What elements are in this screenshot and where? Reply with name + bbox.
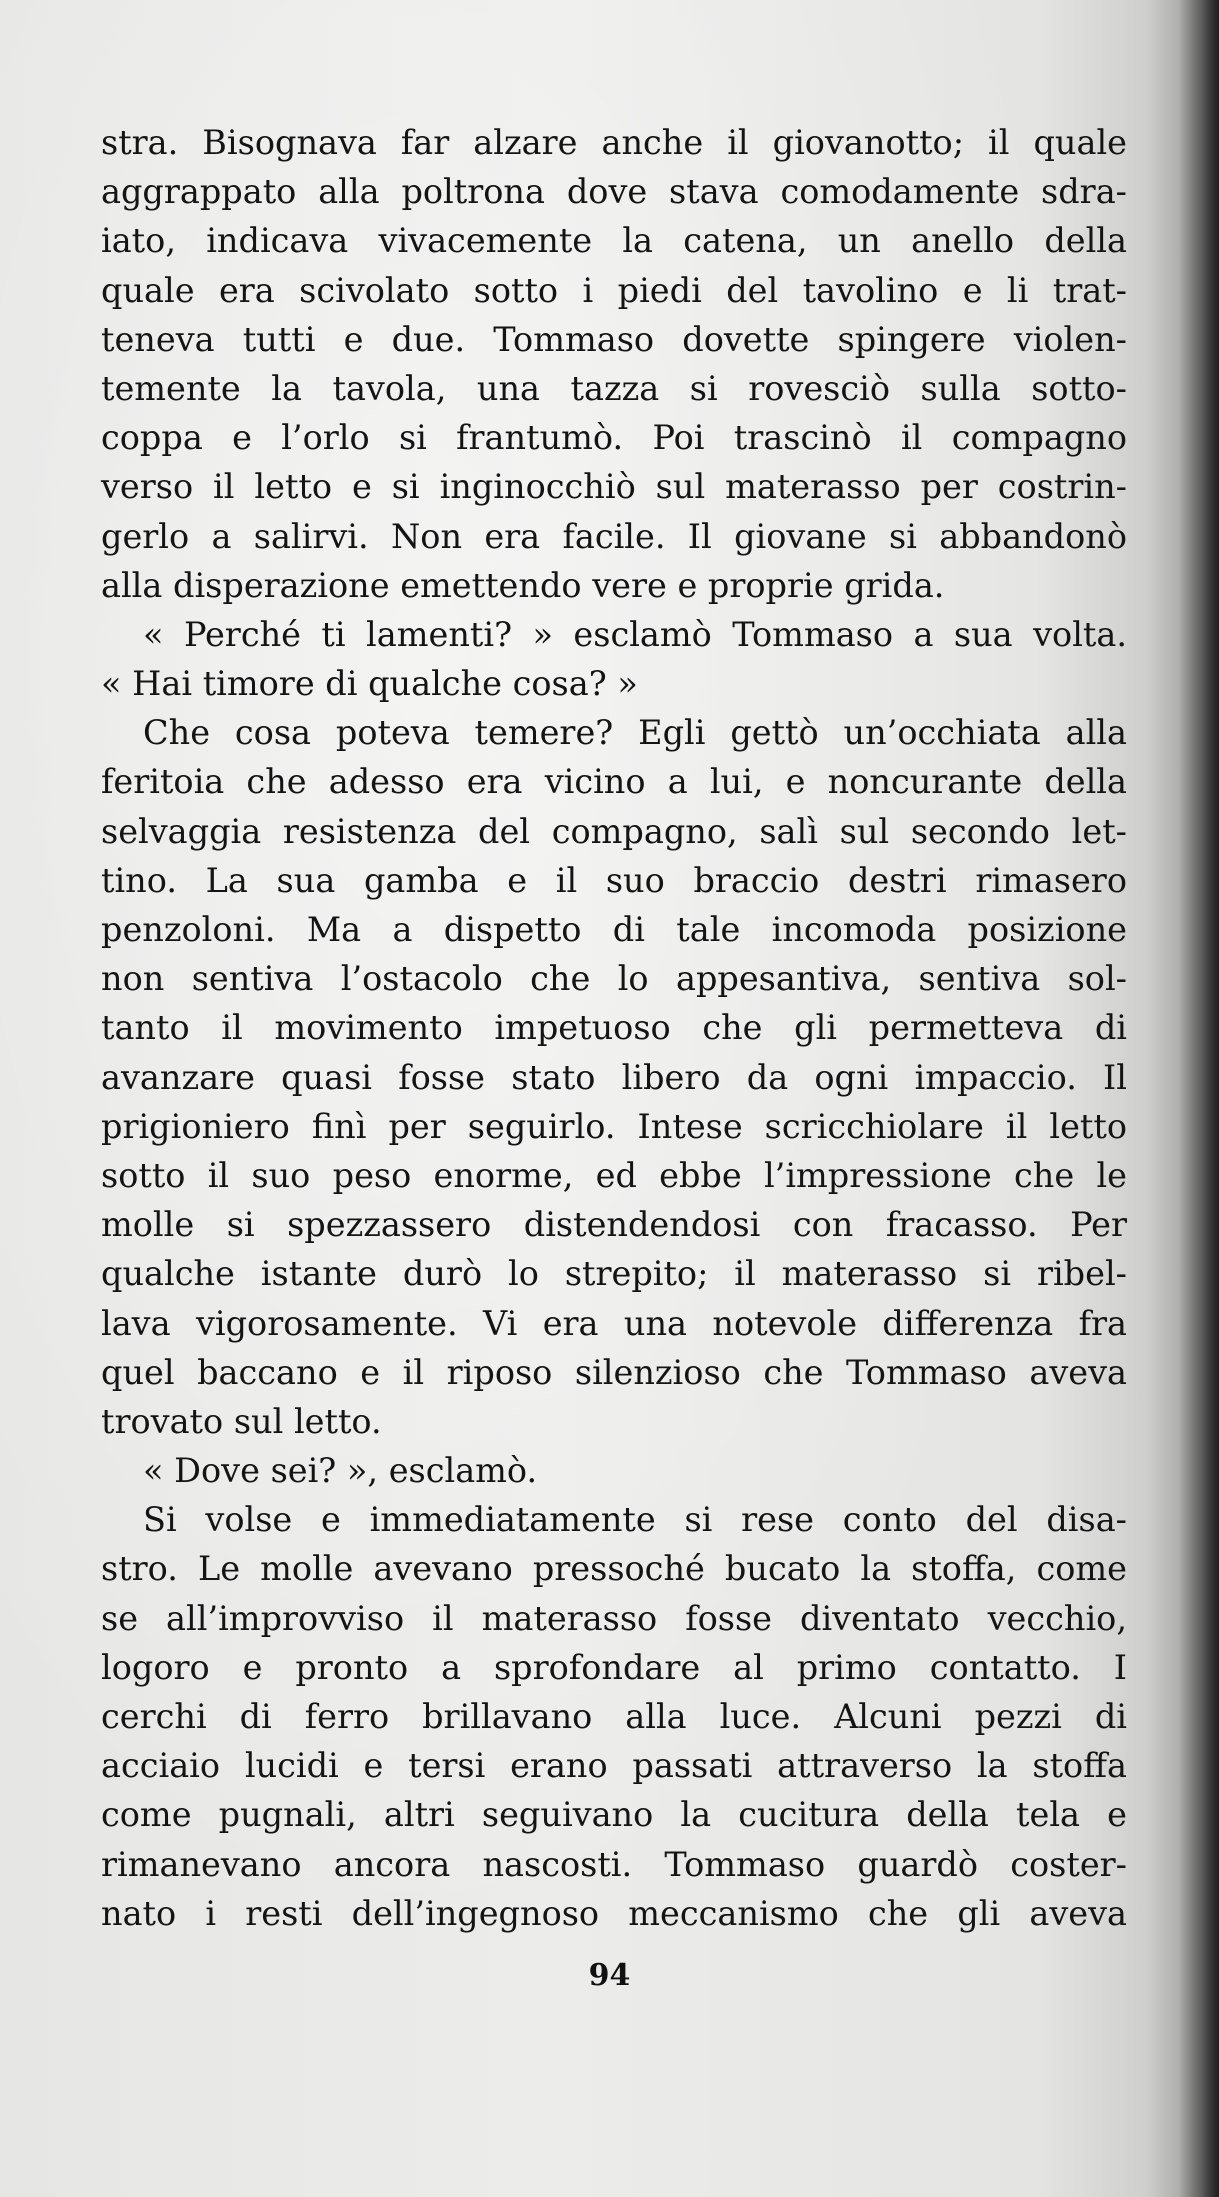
text-line: verso il letto e si inginocchiò sul materasso per costrin-	[101, 467, 1127, 507]
text-line: lava vigorosamente. Vi era una notevole differenza fra	[101, 1303, 1127, 1343]
text-line: acciaio lucidi e tersi erano passati attraverso la stoffa	[101, 1746, 1127, 1786]
text-line: alla disperazione emettendo vere e proprie grida.	[101, 565, 945, 605]
text-line: « Dove sei? », esclamò.	[143, 1451, 538, 1491]
text-line: logoro e pronto a sprofondare al primo contatto. I	[101, 1647, 1127, 1687]
text-line: feritoia che adesso era vicino a lui, e noncurante della	[101, 762, 1127, 802]
text-line: quel baccano e il riposo silenzioso che Tommaso aveva	[101, 1352, 1127, 1392]
text-line: trovato sul letto.	[101, 1401, 382, 1441]
text-line: come pugnali, altri seguivano la cucitura della tela e	[101, 1795, 1127, 1835]
text-line: quale era scivolato sotto i piedi del tavolino e li trat-	[101, 270, 1127, 310]
text-line: gerlo a salirvi. Non era facile. Il giovane si abbandonò	[101, 516, 1127, 556]
text-line: iato, indicava vivacemente la catena, un anello della	[101, 221, 1127, 261]
text-line: sotto il suo peso enorme, ed ebbe l’impressione che le	[101, 1155, 1127, 1195]
text-line: stro. Le molle avevano pressoché bucato la stoffa, come	[101, 1549, 1127, 1589]
text-line: « Hai timore di qualche cosa? »	[101, 664, 638, 704]
text-line: aggrappato alla poltrona dove stava comodamente sdra-	[101, 172, 1127, 212]
text-line: « Perché ti lamenti? » esclamò Tommaso a sua volta.	[143, 614, 1127, 654]
text-line: avanzare quasi fosse stato libero da ogni impaccio. Il	[101, 1057, 1127, 1097]
body-text	[101, 118, 1127, 1938]
text-line: cerchi di ferro brillavano alla luce. Alcuni pezzi di	[101, 1697, 1127, 1736]
text-line: Si volse e immediatamente si rese conto del disa-	[143, 1500, 1127, 1540]
text-line: se all’improvviso il materasso fosse diventato vecchio,	[101, 1598, 1127, 1638]
text-line: nato i resti dell’ingegnoso meccanismo che gli aveva	[101, 1893, 1127, 1933]
text-line: non sentiva l’ostacolo che lo appesantiva, sentiva sol-	[101, 959, 1127, 999]
text-line: rimanevano ancora nascosti. Tommaso guardò coster-	[101, 1844, 1127, 1884]
text-line: tanto il movimento impetuoso che gli permetteva di	[101, 1008, 1127, 1048]
text-line: Che cosa poteva temere? Egli gettò un’occhiata alla	[143, 713, 1127, 753]
page-number: 94	[588, 1958, 631, 1993]
text-line: qualche istante durò lo strepito; il materasso si ribel-	[101, 1254, 1127, 1294]
text-line: prigioniero finì per seguirlo. Intese scricchiolare il letto	[101, 1106, 1127, 1146]
text-line: teneva tutti e due. Tommaso dovette spingere violen-	[101, 319, 1127, 359]
spine-shadow	[1179, 0, 1219, 2197]
text-line: selvaggia resistenza del compagno, salì sul secondo let-	[101, 811, 1127, 851]
text-line: temente la tavola, una tazza si rovesciò sulla sotto-	[101, 368, 1127, 408]
text-line: tino. La sua gamba e il suo braccio destri rimasero	[101, 860, 1127, 900]
text-line: penzoloni. Ma a dispetto di tale incomoda posizione	[101, 910, 1127, 949]
text-line: coppa e l’orlo si frantumò. Poi trascinò il compagno	[101, 418, 1127, 458]
text-line: molle si spezzassero distendendosi con fracasso. Per	[101, 1205, 1127, 1245]
text-line: stra. Bisognava far alzare anche il giovanotto; il quale	[101, 123, 1127, 162]
